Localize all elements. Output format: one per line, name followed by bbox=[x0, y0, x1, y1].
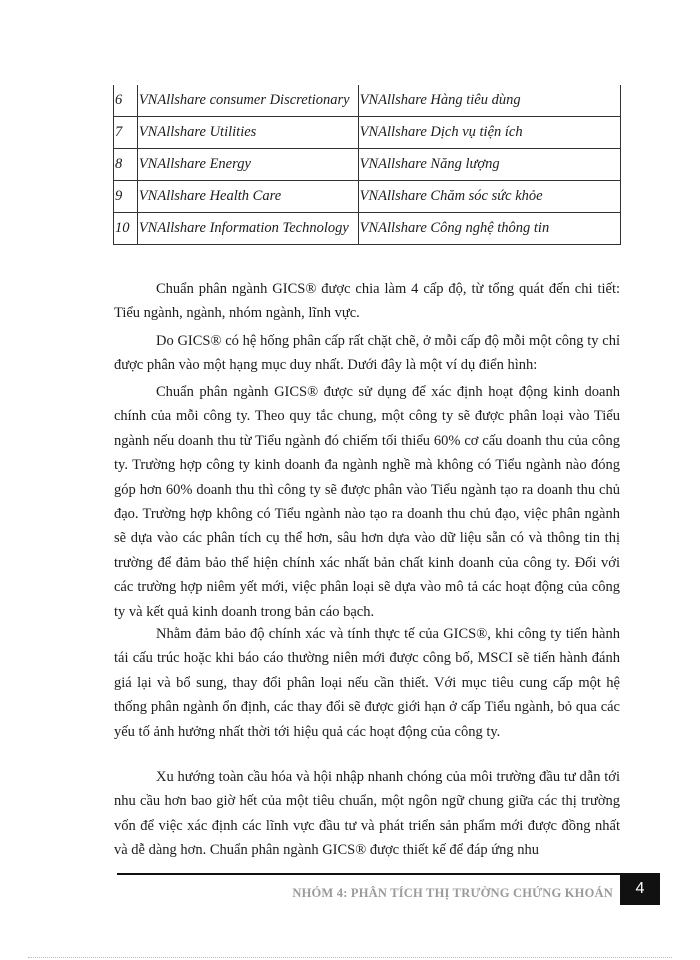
footer-divider bbox=[117, 873, 620, 875]
paragraph-globalization: Xu hướng toàn cầu hóa và hội nhập nhanh chóng của môi trường đầu tư dẫn tới nhu cầu hơn bao giờ hết của một tiêu chuẩn, một ngôn ngữ chung giữa các thị trường vốn để việc xác định các lĩnh vực đầu tư và phát triển sản phẩm mới được đồng nhất và dễ dàng hơn. Chuẩn phân ngành GICS® được thiết kế để đáp ứng nhu bbox=[114, 769, 620, 859]
index-name-vietnamese: VNAllshare Dịch vụ tiện ích bbox=[358, 117, 620, 149]
index-name-english: VNAllshare Health Care bbox=[137, 181, 358, 213]
index-name-english: VNAllshare consumer Discretionary bbox=[137, 85, 358, 117]
row-number: 9 bbox=[114, 181, 138, 213]
row-number: 8 bbox=[114, 149, 138, 181]
paragraph-gics-accuracy: Nhằm đảm bảo độ chính xác và tính thực tế của GICS®, khi công ty tiến hành tái cấu trúc hoặc khi báo cáo thường niên mới được công bố, MSCI sẽ tiến hành đánh giá lại và bổ sung, thay đổi phân loại nếu cần thiết. Với mục tiêu cung cấp một hệ thống phân ngành ổn định, các thay đổi sẽ được giới hạn ở cấp Tiểu ngành, bỏ qua các yếu tố ảnh hưởng nhất thời tới hiệu quả các hoạt động của công ty. bbox=[114, 626, 620, 740]
row-number: 6 bbox=[114, 85, 138, 117]
table-row bbox=[114, 149, 621, 181]
index-name-vietnamese: VNAllshare Công nghệ thông tin bbox=[358, 213, 620, 245]
index-name-english: VNAllshare Information Technology bbox=[137, 213, 358, 245]
sector-index-table bbox=[113, 85, 621, 245]
row-number: 10 bbox=[114, 213, 138, 245]
paragraph-gics-levels: Chuẩn phân ngành GICS® được chia làm 4 cấp độ, từ tổng quát đến chi tiết: Tiểu ngành, ngành, nhóm ngành, lĩnh vực. bbox=[114, 281, 620, 322]
table-row bbox=[114, 213, 621, 245]
index-name-vietnamese: VNAllshare Năng lượng bbox=[358, 149, 620, 181]
page-bottom-dotted-line bbox=[28, 957, 672, 958]
row-number: 7 bbox=[114, 117, 138, 149]
page-number: 4 bbox=[620, 873, 660, 905]
paragraph-gics-hierarchy: Do GICS® có hệ hống phân cấp rất chặt chẽ, ở mỗi cấp độ mỗi một công ty chỉ được phân vào một hạng mục duy nhất. Dưới đây là một ví dụ điển hình: bbox=[114, 333, 620, 374]
table-row bbox=[114, 181, 621, 213]
table-row bbox=[114, 85, 621, 117]
index-name-english: VNAllshare Utilities bbox=[137, 117, 358, 149]
table-row bbox=[114, 117, 621, 149]
index-name-vietnamese: VNAllshare Chăm sóc sức khỏe bbox=[358, 181, 620, 213]
index-name-english: VNAllshare Energy bbox=[137, 149, 358, 181]
footer-title: NHÓM 4: PHÂN TÍCH THỊ TRƯỜNG CHỨNG KHOÁN bbox=[292, 886, 613, 900]
paragraph-gics-usage: Chuẩn phân ngành GICS® được sử dụng để xác định hoạt động kinh doanh chính của mỗi công ty. Theo quy tắc chung, một công ty sẽ được phân loại vào Tiểu ngành nếu doanh thu từ Tiểu ngành đó chiếm tối thiểu 60% cơ cấu doanh thu của công ty. Trường hợp công ty kinh doanh đa ngành nghề mà không có Tiểu ngành nào đóng góp hơn 60% doanh thu thì công ty sẽ được phân vào Tiểu ngành tạo ra doanh thu chủ đạo. Trường hợp không có Tiểu ngành nào tạo ra doanh thu chủ đạo, việc phân ngành sẽ dựa vào các phân tích cụ thể hơn, sâu hơn dựa vào dữ liệu sẵn có và thông tin thị trường để đảm bảo thể hiện chính xác nhất bản chất kinh doanh của công ty. Đối với các trường hợp niêm yết mới, việc phân loại sẽ dựa vào mô tả các hoạt động của công ty và kết quả kinh doanh trong bản cáo bạch. bbox=[114, 384, 620, 620]
index-name-vietnamese: VNAllshare Hàng tiêu dùng bbox=[358, 85, 620, 117]
